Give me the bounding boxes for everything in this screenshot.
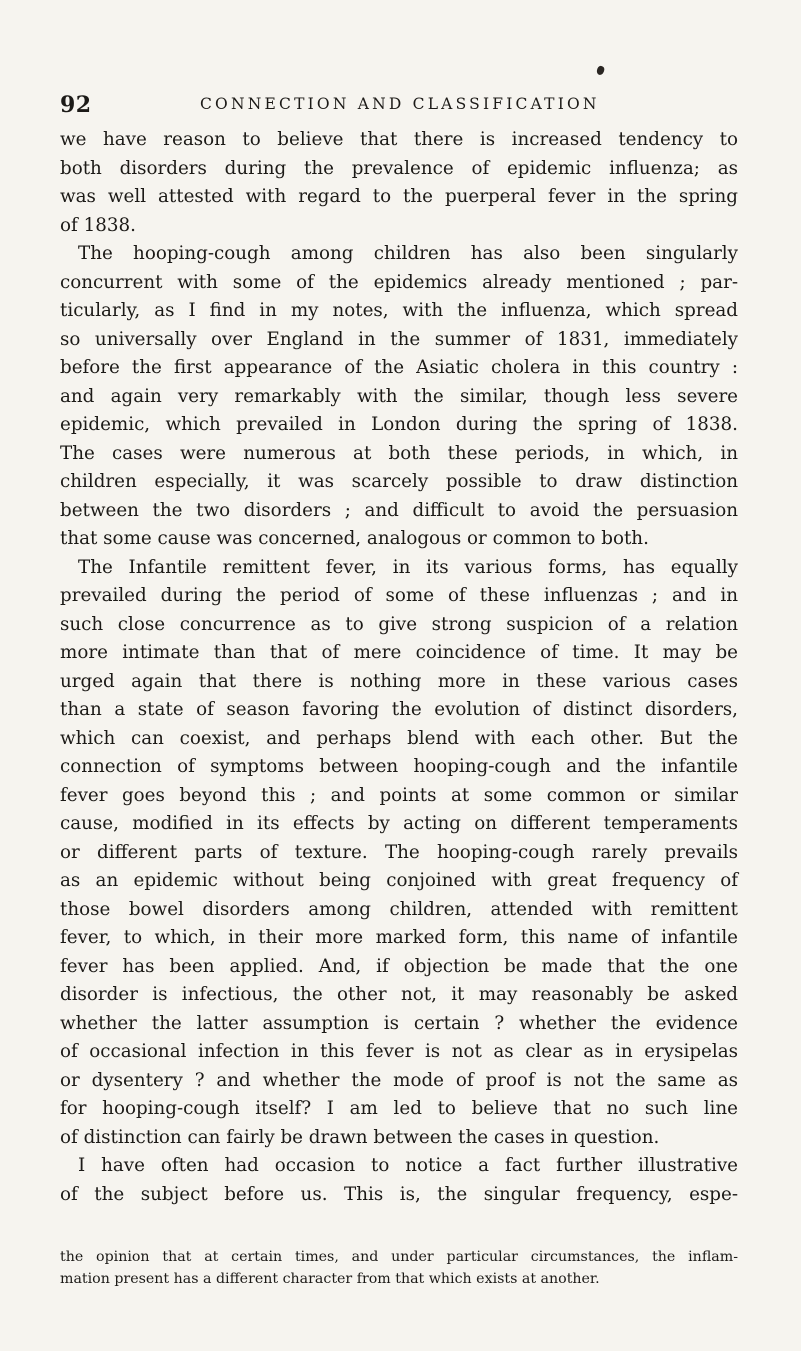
text-line: fever, to which, in their more marked form, this name of infantile [60, 927, 738, 948]
footnote-line: mation present has a different character from that which exists at another. [60, 1271, 600, 1287]
text-line: which can coexist, and perhaps blend with each other. But the [60, 727, 738, 749]
text-line: before the first appearance of the Asiatic cholera in this country : [60, 357, 738, 378]
text-line: those bowel disorders among children, attended with remittent [60, 898, 738, 920]
text-line: The cases were numerous at both these periods, in which, in [60, 442, 738, 464]
text-line: children especially, it was scarcely possible to draw distinction [60, 471, 738, 492]
text-line: between the two disorders ; and difficult to avoid the persuasion [60, 499, 738, 521]
text-line: ticularly, as I find in my notes, with the influenza, which spread [60, 300, 738, 321]
text-line: urged again that there is nothing more in these various cases [60, 670, 738, 692]
footnote [60, 1246, 738, 1290]
text-line: that some cause was concerned, analogous or common to both. [60, 528, 649, 549]
text-line: than a state of season favoring the evolution of distinct disorders, [60, 699, 738, 720]
text-line: whether the latter assumption is certain ? whether the evidence [60, 1012, 738, 1034]
text-line: so universally over England in the summer of 1831, immediately [60, 328, 738, 350]
text-line: disorder is infectious, the other not, it may reasonably be asked [60, 984, 738, 1005]
text-line: or dysentery ? and whether the mode of proof is not the same as [60, 1069, 738, 1091]
text-line: I have often had occasion to notice a fact further illustrative [78, 1155, 738, 1176]
text-line: concurrent with some of the epidemics already mentioned ; par- [60, 271, 738, 293]
page-header [60, 92, 740, 118]
footnote-line: the opinion that at certain times, and under particular circumstances, the inflam- [60, 1249, 738, 1265]
text-line: fever goes beyond this ; and points at some common or similar [60, 784, 738, 806]
text-line: both disorders during the prevalence of epidemic influenza; as [60, 157, 738, 179]
text-line: as an epidemic without being conjoined with great frequency of [60, 870, 738, 891]
page-number: 92 [60, 92, 92, 118]
text-line: connection of symptoms between hooping-cough and the infantile [60, 756, 738, 777]
text-line: fever has been applied. And, if objection be made that the one [60, 955, 738, 977]
text-line: of occasional infection in this fever is not as clear as in erysipelas [60, 1041, 738, 1062]
text-line: or different parts of texture. The hooping-cough rarely prevails [60, 841, 738, 863]
text-line: we have reason to believe that there is increased tendency to [60, 129, 738, 150]
text-line: cause, modified in its effects by acting on different temperaments [60, 813, 738, 834]
running-head: CONNECTION AND CLASSIFICATION [200, 95, 600, 113]
text-line: of the subject before us. This is, the singular frequency, espe- [60, 1183, 738, 1205]
text-line: and again very remarkably with the similar, though less severe [60, 385, 738, 407]
text-line: such close concurrence as to give strong suspicion of a relation [60, 613, 738, 635]
text-line: for hooping-cough itself? I am led to believe that no such line [60, 1098, 738, 1119]
text-line: of 1838. [60, 214, 136, 236]
text-line: epidemic, which prevailed in London during the spring of 1838. [60, 414, 738, 435]
text-line: more intimate than that of mere coincidence of time. It may be [60, 642, 738, 663]
text-line: The hooping-cough among children has also been singularly [78, 243, 738, 264]
text-line: The Infantile remittent fever, in its various forms, has equally [78, 556, 738, 578]
text-line: prevailed during the period of some of these influenzas ; and in [60, 585, 738, 606]
text-line: was well attested with regard to the puerperal fever in the spring [60, 186, 738, 207]
body-text [60, 126, 738, 1209]
ink-speck [596, 65, 606, 76]
text-line: of distinction can fairly be drawn between the cases in question. [60, 1126, 660, 1148]
